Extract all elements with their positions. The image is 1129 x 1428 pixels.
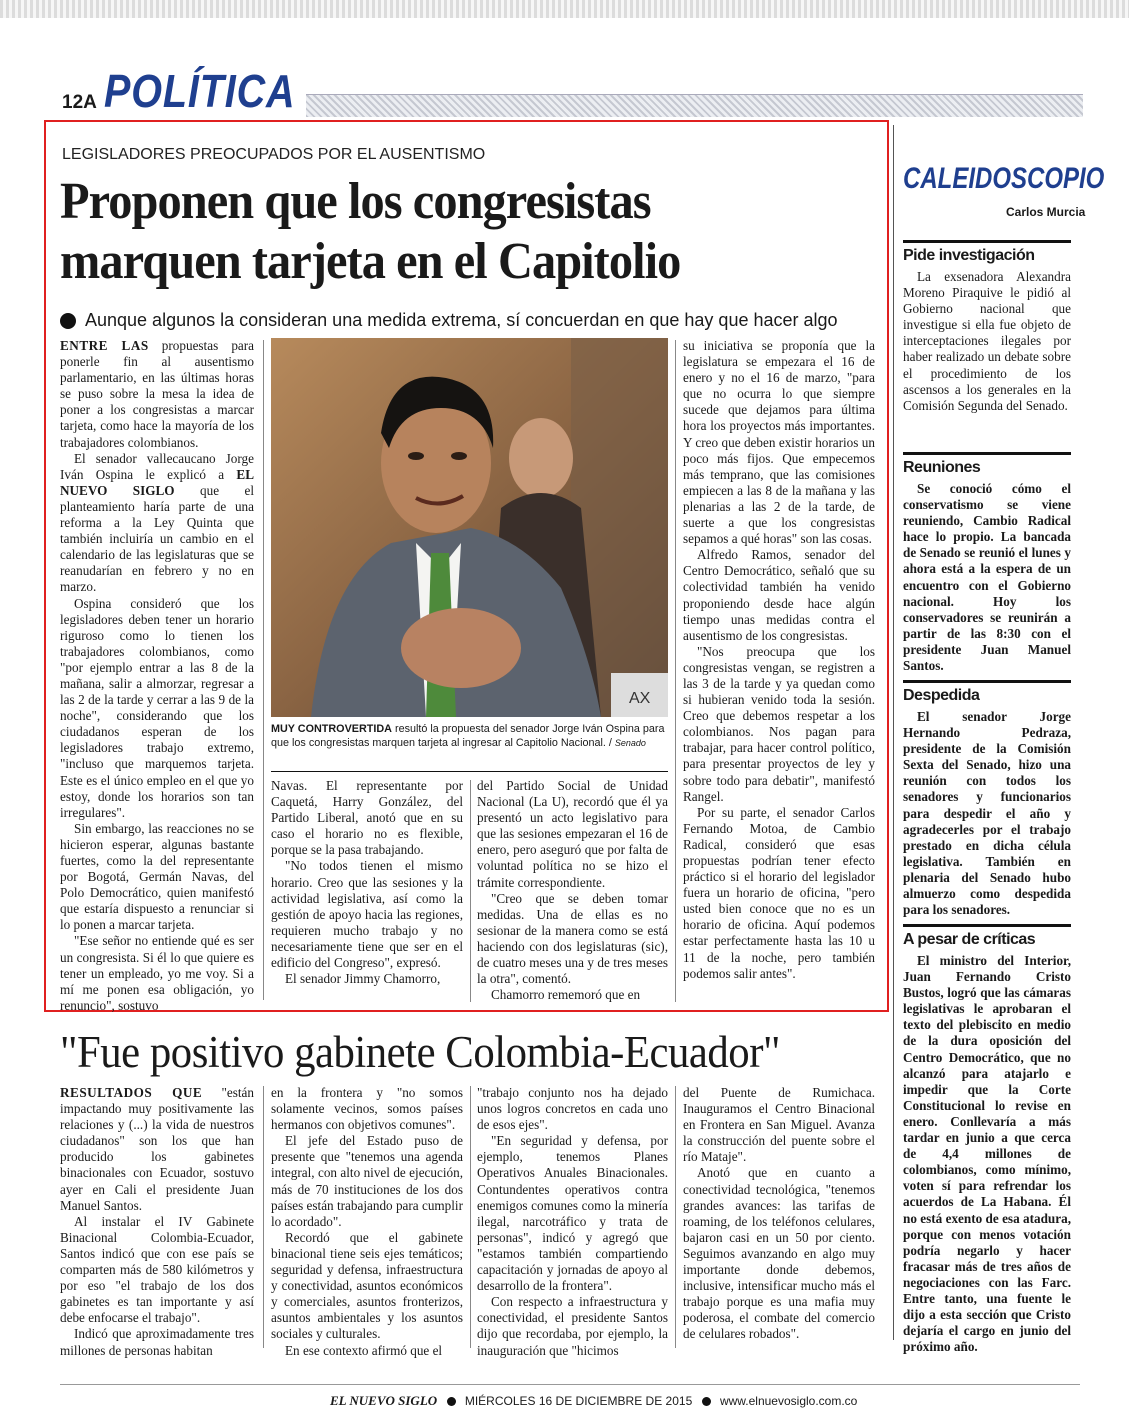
column-rule [263,1086,264,1348]
photo-watermark: AX [629,690,651,707]
second-column-3 [477,1085,668,1359]
lead-in: ENTRE LAS [60,338,149,353]
story-dek [60,310,870,331]
sidebar-item [903,680,1071,918]
sidebar-item-text: Se conoció cómo el conservatismo se viene reuniendo, Cambio Radical hace lo propio. La bancada de Senado se reunió el lunes y ahora está a la espera de un encuentro con el Gobierno nacional. Hoy los conservadores se reunirán a partir de las 8:30 con el presidente Juan Manuel Santos. [903,481,1071,674]
sidebar-item-heading: A pesar de críticas [903,924,1071,949]
second-headline: "Fue positivo gabinete Colombia-Ecuador" [60,1027,780,1077]
bullet-icon [702,1397,711,1406]
column-rule [675,340,676,1002]
lead-in: RESULTADOS QUE [60,1085,203,1100]
column-rule [263,340,264,1000]
story-kicker: LEGISLADORES PREOCUPADOS POR EL AUSENTISMO [62,146,486,163]
paragraph: Ospina consideró que los legisladores deben tener un horario riguroso como lo tienen los trabajadores colombianos, como "por ejemplo entrar a las 8 de la mañana, salir a almorzar, regresar a las 2 de la tarde y cerrar a las 9 de la noche", considerando que los ciudadanos esperan de los legisladores trabajo extremo, "incluso que marquemos tarjeta. Este es el único empleo en el que yo estoy, donde los horarios son tan irregulares". [60,595,254,820]
paragraph: El jefe del Estado puso de presente que "tenemos una agenda integral, con alto nivel de ejecución, más de 70 instituciones de los dos países están trabajando para cumplir lo acordado". [271,1133,463,1229]
paragraph: El senador vallecaucano Jorge Iván Ospina le explicó a EL NUEVO SIGLO que el planteamiento haría parte de una reforma a la Ley Quinta que también incluiría un cambio en el calendario de las legislaturas que se reanudarían en febrero y no en marzo. [60,450,255,595]
sidebar-item-text: El ministro del Interior, Juan Fernando Cristo Bustos, logró que las cámaras legislativas le aprobaran el texto del plebiscito en medio de la dura oposición del Centro Democrático, que no alcanzó para atajarlo e impedir que la Corte Constitucional lo revise en enero. Conllevaría a más tardar en junio a que cerca de 4,4 millones de colombianos, como mínimo, voten sí para refrendar los acuerdos de La Habana. Él no está exento de esa atadura, porque con menos votación podría negarlo y hacer fracasar más de tres años de negociaciones con las Farc. Entre tanto, una fuente le dijo a esta sección que Cristo dejaría el cargo en junio del próximo año. [903,953,1071,1355]
paragraph: Al instalar el IV Gabinete Binacional Colombia-Ecuador, Santos indicó que con ese país se comparten más de 580 kilómetros y por eso "el trabajo de los dos gabinetes es tan importante y así debe enfocarse el trabajo". [60,1213,254,1326]
footer-date: MIÉRCOLES 16 DE DICIEMBRE DE 2015 [464,1394,693,1408]
paragraph: Alfredo Ramos, senador del Centro Democrático, señaló que su colectividad también ha venido proponiendo desde hace algún tiempo unas medidas contra el ausentismo de los congresistas. [683,547,875,643]
page-number: 12A [62,92,97,113]
bullet-icon [447,1397,456,1406]
paragraph: "En seguridad y defensa, por ejemplo, tenemos Planes Operativos Anuales Binacionales. Contundentes operativos contra enemigos comunes como la minería ilegal, narcotráfico y trata de personas", indicó y agregó que "estamos también compartiendo capacitación y jornadas de apoyo al desarrollo de la frontera". [477,1133,668,1294]
main-column-4 [683,338,875,982]
headline-line-2: marquen tarjeta en el Capitolio [60,233,681,290]
sidebar-rule [893,125,894,1340]
paragraph: En ese contexto afirmó que el [285,1342,443,1358]
column-rule [470,780,471,1002]
sidebar-item-heading: Pide investigación [903,240,1071,265]
main-column-2 [271,778,463,987]
dek-text: Aunque algunos la consideran una medida extrema, sí concuerdan en que hay que hacer algo [85,310,838,330]
sidebar-item-text: La exsenadora Alexandra Moreno Piraquive le pidió al Gobierno nacional que investigue si ella fue objeto de interceptaciones ilegales por haber realizado un debate sobre el procedimiento de los ascensos a los generales en la Comisión Segunda del Senado. [903,269,1071,413]
paragraph: Anotó que en cuanto a conectividad tecnológica, "tenemos grandes avances: las tarifas de roaming, de los teléfonos celulares, bajaron casi en un 50 por ciento. Seguimos avanzando en algo muy importante donde debemos, inclusive, intensificar mucho más el trabajo porque es una mafia muy poderosa, el combate del comercio de celulares robados". [683,1165,875,1342]
section-title: POLÍTICA [104,65,296,117]
senator-photo [271,338,668,717]
sidebar-item-heading: Reuniones [903,452,1071,477]
headline-line-1: Proponen que los congresistas [60,173,651,230]
paragraph: Por su parte, el senador Carlos Fernando Motoa, de Cambio Radical, consideró que esas propuestas podrían tener efecto práctico si el horario del legislador fuera un horario de oficina, "pero usted bien conoce que no es un horario de oficina. Aquí podemos estar perfectamente hasta las 10 u 11 de la noche, pero también podemos salir antes". [683,804,875,981]
paragraph: "No todos tienen el mismo horario. Creo que las sesiones y la actividad legislativa, así como la gestión de apoyo hacia las regiones, requieren mucho trabajo y no necesariamente tiene que ser en el edificio del Congreso", expresó. [271,858,463,971]
paragraph: Chamorro rememoró que en [491,987,641,1003]
top-scan-strip [0,0,1129,18]
page-footer [330,1393,857,1409]
footer-url: www.elnuevosiglo.com.co [719,1394,858,1408]
photo-credit: Senado [614,738,646,748]
paragraph: "Ese señor no entiende qué es ser un congresista. Si él lo que quiere es tener un empleado, yo me voy. Si a mí me ponen esa obligación, yo renuncio", sostuvo [60,933,254,1013]
paragraph: El senador Jimmy Chamorro, [285,971,441,987]
caption-rule [271,771,668,772]
main-column-3 [477,778,668,1003]
paragraph: del Partido Social de Unidad Nacional (La U), recordó que él ya presentó un acto legislativo para que las sesiones empezaran el 16 de enero, pero aseguró que por falta de voluntad política no se hizo el trámite correspondiente. [477,778,668,890]
paragraph: Con respecto a infraestructura y conectividad, el presidente Santos dijo que recordaba, por ejemplo, la inauguración que "hicimos [477,1294,668,1358]
second-column-4 [683,1085,875,1343]
footer-rule [60,1384,1080,1385]
paragraph: "Nos preocupa que los congresistas vengan, se registren a las 3 de la tarde y ya quedan como si hubieran venido toda la sesión. Creo que debemos respetar a los colombianos. Nos pagan para trabajar, para hacer control político, para presentar proyectos de ley y sobre todo para debatir", manifestó Rangel. [683,643,875,804]
sidebar-item [903,452,1071,674]
newspaper-name: EL NUEVO SIGLO [60,466,254,498]
column-rule [675,1086,676,1348]
paragraph: su iniciativa se proponía que la legislatura se empezara el 16 de enero y no el 16 de marzo, "para que no ocurra lo que siempre sucede que dejamos para última hora los proyectos más importantes. Y creo que deben existir horarios un poco más fijos. Que empecemos más temprano, que las comisiones empiecen a las 8 de la mañana y las plenarias a las 2 de la tarde, de suerte a que los congresistas sepamos a qué horas" son las cosas. [683,338,875,547]
sidebar-author: Carlos Murcia [1006,205,1086,219]
main-column-1 [60,338,254,1014]
paragraph: Recordó que el gabinete binacional tiene seis ejes temáticos; seguridad y defensa, infraestructura y conectividad, asuntos económicos y comerciales, asuntos fronterizos, asuntos ambientales y los asuntos sociales y culturales. [271,1229,463,1342]
paragraph: del Puente de Rumichaca. Inauguramos el Centro Binacional en Frontera en San Miguel. Avanza la construcción del puente sobre el río Mataje". [683,1085,875,1165]
second-column-2 [271,1085,463,1359]
paragraph: "Creo que se deben tomar medidas. Una de ellas es no sesionar de la manera como se está haciendo con dos legislaturas (sic), de cuatro meses una y de tres meses la otra", comentó. [477,890,668,987]
footer-brand: EL NUEVO SIGLO [330,1393,438,1408]
paragraph: Sin embargo, las reacciones no se hicieron esperar, algunas bastante fuertes, como la del representante por Bogotá, Germán Navas, del Polo Democrático, quien manifestó que estaría dispuesto a renunciar si lo ponen a marcar tarjeta. [60,820,254,933]
sidebar-item [903,240,1071,414]
paragraph: Indicó que aproximadamente tres millones de personas habitan [60,1326,254,1358]
paragraph: Navas. El representante por Caquetá, Harry González, del Partido Liberal, anotó que en su caso el horario no es flexible, porque se la pasa trabajando. [271,778,463,858]
main-headline [60,172,813,292]
photo-caption: MUY CONTROVERTIDA resultó la propuesta del senador Jorge Iván Ospina para que los congresistas marquen tarjeta al ingresar al Capitolio Nacional. / Senado [271,723,665,749]
paragraph: "trabajo conjunto nos ha dejado unos logros concretos en cada uno de esos ejes". [477,1085,668,1133]
sidebar-item [903,924,1071,1355]
paragraph: ENTRE LAS propuestas para ponerle fin al ausentismo parlamentario, en las últimas horas se puso sobre la mesa la idea de poner a los congresistas a marcar tarjeta, como hace la mayoría de los trabajadores colombianos. [60,338,255,450]
column-rule [470,1086,471,1348]
bullet-icon [60,313,76,329]
paragraph: RESULTADOS QUE "están impactando muy positivamente las relaciones y (...) la vida de nuestros ciudadanos" son los que han producido los gabinetes binacionales con Ecuador, sostuvo ayer en Cali el presidente Juan Manuel Santos. [60,1085,254,1213]
sidebar-title: CALEIDOSCOPIO [903,162,1105,195]
paragraph: en la frontera y "no somos solamente vecinos, somos países hermanos con objetivos comunes". [271,1085,463,1133]
second-column-1 [60,1085,254,1359]
section-pattern-bar [306,94,1083,117]
sidebar-item-text: El senador Jorge Hernando Pedraza, presidente de la Comisión Sexta del Senado, hizo una reunión con todos los senadores y funcionarios para despedir el año y agradecerles por el trabajo prestado en dicha célula legislativa. También en plenaria del Senado hubo almuerzo como despedida para los senadores. [903,709,1071,918]
sidebar-item-heading: Despedida [903,680,1071,705]
